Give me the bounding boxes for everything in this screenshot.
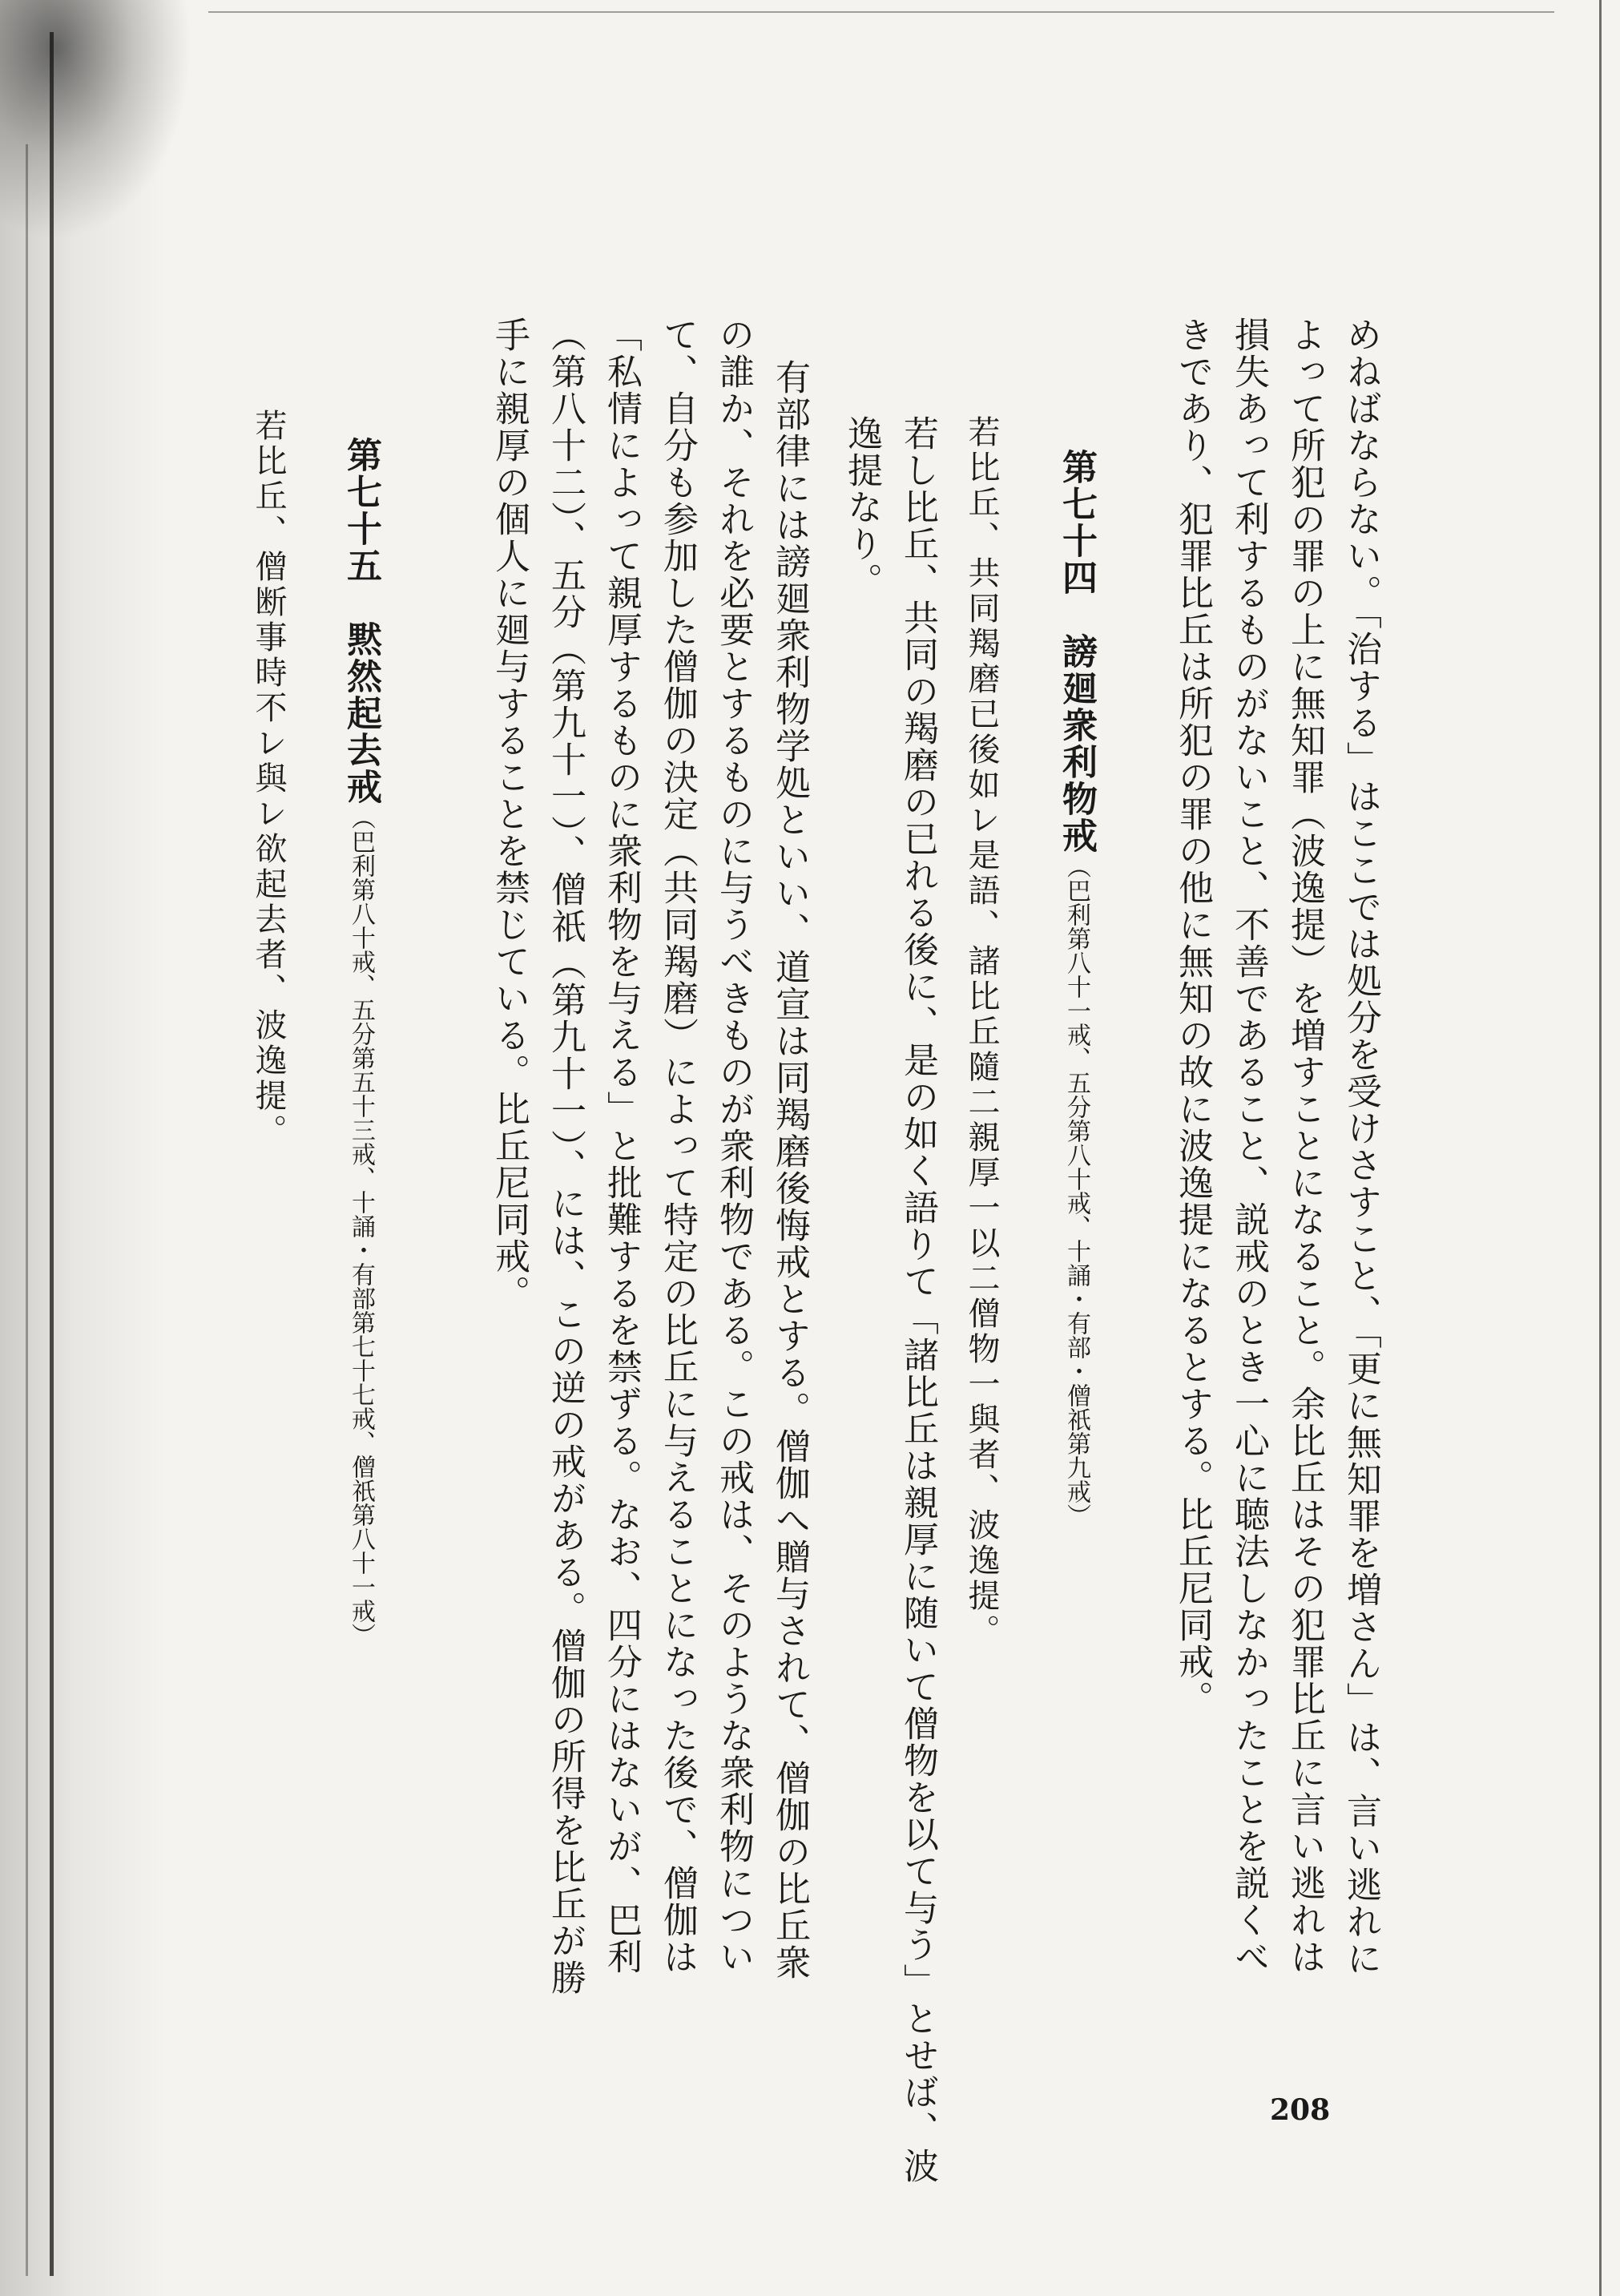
column-text: 若比丘、僧断事時不レ與レ欲起去者、波逸提。 xyxy=(250,409,287,1149)
scan-smudge xyxy=(0,0,192,240)
gutter-line-secondary xyxy=(26,144,28,2276)
heading-title: 第七十四 謗廻衆利物戒 xyxy=(1056,449,1097,854)
text-column xyxy=(649,317,705,1975)
page-number: 208 xyxy=(1270,2093,1331,2127)
heading-title: 第七十五 黙然起去戒 xyxy=(341,437,381,805)
column-text: よって所犯の罪の上に無知罪（波逸提）を増すことになること。余比丘はその犯罪比丘に言い逃れは xyxy=(1284,317,1325,1975)
gutter-line xyxy=(50,32,54,2276)
translation-column xyxy=(833,415,889,599)
precept-text xyxy=(953,415,1009,1649)
page-edge-top xyxy=(208,11,1554,13)
text-column xyxy=(481,317,537,1312)
section-heading-74 xyxy=(1048,449,1104,1527)
translation-column xyxy=(889,415,945,2185)
text-column xyxy=(705,317,761,1975)
heading-note: （巴利第八十一戒、五分第八十戒、十誦・有部・僧祇第九戒） xyxy=(1062,854,1090,1527)
column-text: きであり、犯罪比丘は所犯の罪の他に無知の故に波逸提になるとする。比丘尼同戒。 xyxy=(1172,317,1213,1717)
text-column xyxy=(1220,317,1276,1975)
text-column xyxy=(1276,317,1332,1975)
column-text: 逸提なり。 xyxy=(841,415,882,599)
column-text: 若比丘、共同羯磨已後如レ是語、諸比丘隨二親厚一以二僧物一與者、波逸提。 xyxy=(963,415,1000,1649)
text-column xyxy=(1164,317,1220,1717)
column-text: 有部律には謗廻衆利物学処といい、道宣は同羯磨後悔戒とする。僧伽へ贈与されて、僧伽の比丘衆 xyxy=(769,359,810,1981)
column-text: 損失あって利するものがないこと、不善であること、説戒のとき一心に聴法しなかったことを説くべ xyxy=(1228,317,1269,1975)
column-text: 若し比丘、共同の羯磨の已れる後に、是の如く語りて「諸比丘は親厚に随いて僧物を以て与う」とせば、波 xyxy=(897,415,938,2185)
section-heading-75 xyxy=(332,437,389,1647)
text-column xyxy=(761,359,817,1981)
column-text: 「私情によって親厚するものに衆利物を与える」と批難するを禁ずる。なお、四分にはないが、巴利 xyxy=(601,317,642,1975)
column-text: めねばならない。「治する」はここでは処分を受けさすこと、「更に無知罪を増さん」は、言い逃れに xyxy=(1340,317,1381,1977)
column-text: の誰か、それを必要とするものに与うべきものが衆利物である。この戒は、そのような衆利物につい xyxy=(713,317,754,1975)
precept-text xyxy=(240,409,296,1149)
page-edge-right xyxy=(1599,0,1602,2296)
text-column xyxy=(1332,317,1388,1977)
text-column xyxy=(593,317,649,1975)
heading-note: （巴利第八十戒、五分第五十三戒、十誦・有部第七十七戒、僧祇第八十一戒） xyxy=(347,805,375,1647)
column-text: て、自分も参加した僧伽の決定（共同羯磨）によって特定の比丘に与えることになった後で、僧伽は xyxy=(657,317,698,1975)
text-column xyxy=(537,317,593,1996)
column-text: 手に親厚の個人に廻与することを禁じている。比丘尼同戒。 xyxy=(489,317,530,1312)
column-text: （第八十二）、五分（第九十一）、僧祇（第九十一）、には、この逆の戒がある。僧伽の所得を比丘が勝 xyxy=(545,317,586,1996)
